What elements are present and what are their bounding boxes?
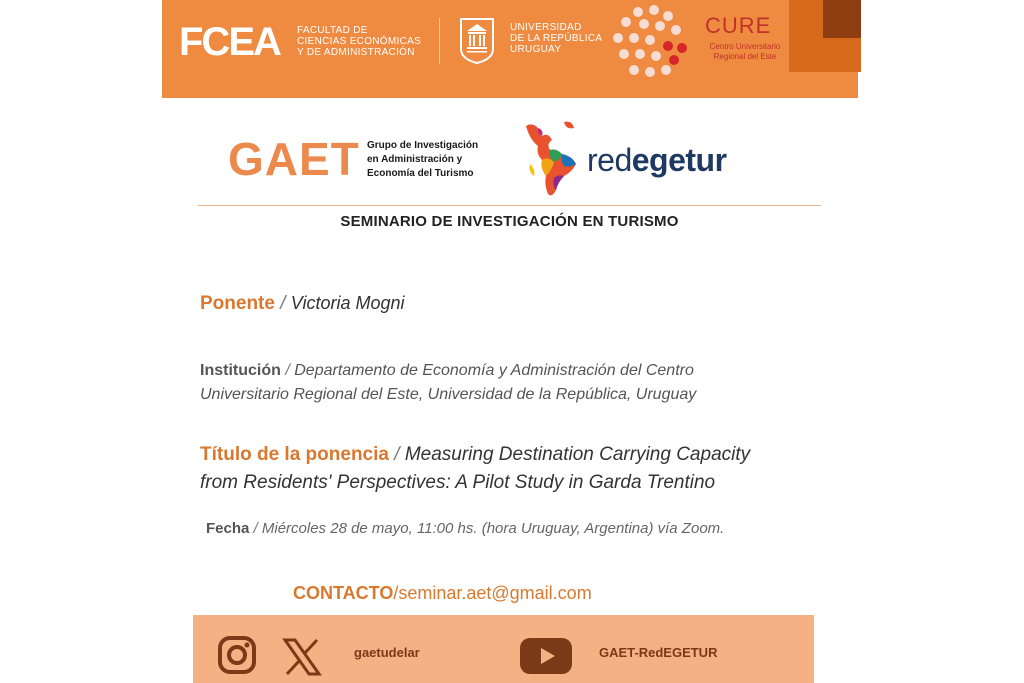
header-corner-square-inner [823, 0, 861, 38]
ponente-value: Victoria Mogni [290, 293, 405, 313]
ponente-label: Ponente [200, 293, 275, 314]
contact-email-link[interactable]: seminar.aet@gmail.com [398, 583, 592, 603]
cure-subtitle [700, 42, 790, 62]
cure-sub-line-2: Regional del Este [713, 52, 777, 61]
seminar-title: SEMINARIO DE INVESTIGACIÓN EN TURISMO [340, 213, 679, 230]
divider-line [198, 205, 821, 206]
contacto-row [293, 583, 592, 604]
cure-title: CURE [705, 13, 772, 38]
fecha-value: Miércoles 28 de mayo, 11:00 hs. (hora Uruguay, Argentina) vía Zoom. [261, 520, 725, 537]
institucion-value-line-2: Universitario Regional del Este, Universidad de la República, Uruguay [200, 386, 697, 403]
instagram-icon[interactable] [217, 635, 257, 675]
udelar-line-1: UNIVERSIDAD [510, 22, 582, 33]
contacto-label: CONTACTO [293, 583, 394, 603]
gaet-desc-line-2: en Administración y [367, 154, 463, 165]
udelar-name [510, 22, 605, 55]
header-divider [439, 18, 440, 64]
titulo-separator: / [394, 444, 400, 465]
youtube-icon[interactable] [519, 637, 573, 675]
fcea-logo: FCEA [179, 20, 280, 64]
gaet-description [367, 139, 497, 181]
titulo-label: Título de la ponencia [200, 444, 389, 465]
contacto-separator: / [393, 583, 399, 603]
gaet-logo: GAET [228, 133, 360, 185]
fcea-line-3: Y DE ADMINISTRACIÓN [297, 47, 415, 58]
gaet-desc-line-3: Economía del Turismo [367, 168, 474, 179]
latin-america-map-icon [522, 120, 580, 200]
institucion-row [200, 359, 840, 407]
cure-sub-line-1: Centro Universitario [709, 42, 781, 51]
youtube-handle[interactable]: GAET-RedEGETUR [599, 645, 718, 660]
redegetur-suffix: egetur [631, 142, 727, 178]
fecha-label: Fecha [206, 520, 250, 537]
x-icon[interactable] [281, 636, 323, 678]
social-handle[interactable]: gaetudelar [354, 645, 420, 660]
fecha-separator: / [253, 520, 258, 537]
fcea-name [297, 25, 437, 58]
udelar-line-3: URUGUAY [510, 44, 562, 55]
udelar-line-2: DE LA REPÚBLICA [510, 33, 603, 44]
institucion-label: Institución [200, 362, 281, 379]
fecha-row [206, 520, 846, 537]
titulo-value-line-2: from Residents' Perspectives: A Pilot Study in Garda Trentino [200, 472, 716, 493]
ponente-row [200, 293, 405, 315]
fcea-line-2: CIENCIAS ECONÓMICAS [297, 36, 422, 47]
ponente-separator: / [280, 293, 286, 314]
institucion-value-line-1: Departamento de Economía y Administración del Centro [294, 362, 694, 379]
redegetur-prefix: red [587, 142, 632, 178]
cure-dots-logo-icon [610, 4, 690, 82]
titulo-row [200, 441, 840, 497]
institucion-separator: / [285, 362, 290, 379]
university-seal-icon [458, 15, 496, 65]
fcea-line-1: FACULTAD DE [297, 25, 368, 36]
titulo-value-line-1: Measuring Destination Carrying Capacity [404, 444, 751, 465]
gaet-desc-line-1: Grupo de Investigación [367, 140, 479, 151]
redegetur-logo [587, 143, 727, 177]
